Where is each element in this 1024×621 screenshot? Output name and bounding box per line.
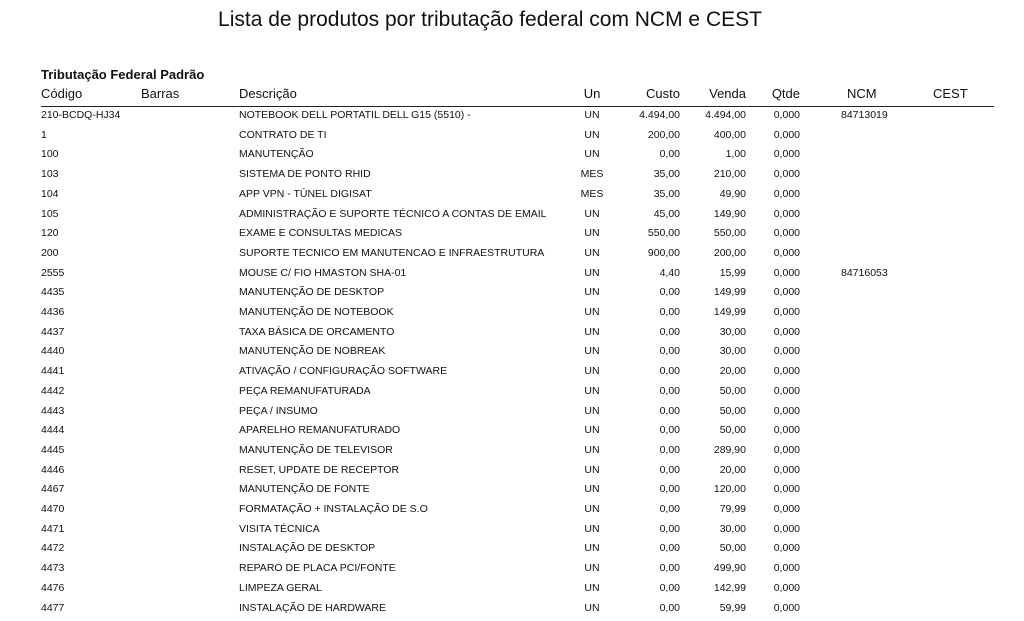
cell-venda: 50,00 — [684, 385, 746, 397]
cell-custo: 0,00 — [620, 345, 680, 357]
table-row — [0, 345, 1024, 365]
cell-custo: 0,00 — [620, 424, 680, 436]
table-row — [0, 306, 1024, 326]
cell-descricao: TAXA BÁSICA DE ORCAMENTO — [239, 326, 394, 338]
cell-un: UN — [572, 109, 612, 121]
cell-custo: 0,00 — [620, 542, 680, 554]
cell-venda: 499,90 — [684, 562, 746, 574]
cell-descricao: MANUTENÇÃO DE TELEVISOR — [239, 444, 393, 456]
cell-qtde: 0,000 — [752, 247, 800, 259]
cell-descricao: ADMINISTRAÇÃO E SUPORTE TÉCNICO A CONTAS DE EMAIL — [239, 208, 546, 220]
cell-qtde: 0,000 — [752, 168, 800, 180]
cell-custo: 0,00 — [620, 464, 680, 476]
section-heading: Tributação Federal Padrão — [41, 67, 204, 82]
cell-descricao: MANUTENÇÃO DE NOBREAK — [239, 345, 385, 357]
table-row — [0, 168, 1024, 188]
cell-qtde: 0,000 — [752, 405, 800, 417]
cell-un: UN — [572, 247, 612, 259]
cell-un: UN — [572, 306, 612, 318]
cell-descricao: INSTALAÇÃO DE HARDWARE — [239, 602, 386, 614]
cell-qtde: 0,000 — [752, 542, 800, 554]
cell-codigo: 210-BCDQ-HJ34 — [41, 109, 120, 121]
cell-qtde: 0,000 — [752, 148, 800, 160]
header-codigo: Código — [41, 86, 82, 101]
cell-custo: 0,00 — [620, 405, 680, 417]
cell-qtde: 0,000 — [752, 503, 800, 515]
cell-codigo: 4436 — [41, 306, 64, 318]
cell-custo: 0,00 — [620, 148, 680, 160]
cell-qtde: 0,000 — [752, 109, 800, 121]
cell-codigo: 100 — [41, 148, 59, 160]
table-row — [0, 562, 1024, 582]
cell-descricao: NOTEBOOK DELL PORTATIL DELL G15 (5510) - — [239, 109, 471, 121]
cell-custo: 0,00 — [620, 385, 680, 397]
cell-codigo: 4442 — [41, 385, 64, 397]
cell-qtde: 0,000 — [752, 345, 800, 357]
cell-qtde: 0,000 — [752, 306, 800, 318]
table-row — [0, 267, 1024, 287]
cell-venda: 200,00 — [684, 247, 746, 259]
table-row — [0, 405, 1024, 425]
table-row — [0, 464, 1024, 484]
cell-qtde: 0,000 — [752, 464, 800, 476]
cell-descricao: REPARO DE PLACA PCI/FONTE — [239, 562, 396, 574]
cell-codigo: 105 — [41, 208, 59, 220]
cell-venda: 149,99 — [684, 286, 746, 298]
cell-qtde: 0,000 — [752, 424, 800, 436]
cell-codigo: 4437 — [41, 326, 64, 338]
header-venda: Venda — [684, 86, 746, 101]
cell-un: UN — [572, 365, 612, 377]
cell-custo: 0,00 — [620, 286, 680, 298]
cell-descricao: MANUTENÇÃO DE FONTE — [239, 483, 370, 495]
cell-codigo: 104 — [41, 188, 59, 200]
cell-custo: 200,00 — [620, 129, 680, 141]
table-row — [0, 326, 1024, 346]
cell-ncm: 84713019 — [841, 109, 888, 121]
table-row — [0, 385, 1024, 405]
table-row — [0, 503, 1024, 523]
header-ncm: NCM — [847, 86, 877, 101]
cell-un: UN — [572, 602, 612, 614]
cell-descricao: ATIVAÇÃO / CONFIGURAÇÃO SOFTWARE — [239, 365, 447, 377]
cell-descricao: MOUSE C/ FIO HMASTON SHA-01 — [239, 267, 406, 279]
cell-un: UN — [572, 562, 612, 574]
cell-qtde: 0,000 — [752, 365, 800, 377]
cell-un: UN — [572, 523, 612, 535]
cell-ncm: 84716053 — [841, 267, 888, 279]
cell-descricao: APARELHO REMANUFATURADO — [239, 424, 400, 436]
cell-qtde: 0,000 — [752, 483, 800, 495]
cell-un: UN — [572, 208, 612, 220]
cell-un: UN — [572, 129, 612, 141]
cell-un: UN — [572, 483, 612, 495]
cell-codigo: 4470 — [41, 503, 64, 515]
cell-qtde: 0,000 — [752, 326, 800, 338]
cell-codigo: 103 — [41, 168, 59, 180]
cell-un: UN — [572, 326, 612, 338]
cell-descricao: FORMATAÇÃO + INSTALAÇÃO DE S.O — [239, 503, 428, 515]
cell-qtde: 0,000 — [752, 227, 800, 239]
cell-un: UN — [572, 385, 612, 397]
cell-qtde: 0,000 — [752, 267, 800, 279]
cell-codigo: 4472 — [41, 542, 64, 554]
cell-descricao: EXAME E CONSULTAS MEDICAS — [239, 227, 402, 239]
cell-venda: 20,00 — [684, 464, 746, 476]
cell-venda: 59,99 — [684, 602, 746, 614]
cell-venda: 289,90 — [684, 444, 746, 456]
cell-custo: 550,00 — [620, 227, 680, 239]
cell-un: UN — [572, 424, 612, 436]
cell-un: UN — [572, 582, 612, 594]
cell-codigo: 4440 — [41, 345, 64, 357]
cell-qtde: 0,000 — [752, 562, 800, 574]
cell-codigo: 4477 — [41, 602, 64, 614]
table-row — [0, 602, 1024, 621]
cell-descricao: MANUTENÇÃO — [239, 148, 314, 160]
cell-descricao: SUPORTE TECNICO EM MANUTENCAO E INFRAESTRUTURA — [239, 247, 544, 259]
cell-qtde: 0,000 — [752, 582, 800, 594]
cell-qtde: 0,000 — [752, 129, 800, 141]
cell-custo: 0,00 — [620, 523, 680, 535]
cell-un: UN — [572, 464, 612, 476]
cell-codigo: 4476 — [41, 582, 64, 594]
cell-descricao: SISTEMA DE PONTO RHID — [239, 168, 371, 180]
cell-venda: 50,00 — [684, 542, 746, 554]
cell-custo: 35,00 — [620, 188, 680, 200]
table-row — [0, 208, 1024, 228]
table-row — [0, 542, 1024, 562]
cell-codigo: 4467 — [41, 483, 64, 495]
cell-codigo: 4443 — [41, 405, 64, 417]
header-cest: CEST — [933, 86, 968, 101]
cell-codigo: 4446 — [41, 464, 64, 476]
cell-custo: 0,00 — [620, 326, 680, 338]
cell-codigo: 4445 — [41, 444, 64, 456]
cell-custo: 0,00 — [620, 483, 680, 495]
table-row — [0, 444, 1024, 464]
report-title: Lista de produtos por tributação federal com NCM e CEST — [0, 8, 980, 32]
cell-qtde: 0,000 — [752, 208, 800, 220]
cell-un: MES — [572, 188, 612, 200]
cell-codigo: 200 — [41, 247, 59, 259]
cell-descricao: CONTRATO DE TI — [239, 129, 327, 141]
cell-venda: 1,00 — [684, 148, 746, 160]
cell-custo: 45,00 — [620, 208, 680, 220]
cell-codigo: 1 — [41, 129, 47, 141]
cell-venda: 550,00 — [684, 227, 746, 239]
cell-custo: 0,00 — [620, 602, 680, 614]
cell-venda: 15,99 — [684, 267, 746, 279]
cell-custo: 0,00 — [620, 444, 680, 456]
cell-un: MES — [572, 168, 612, 180]
cell-venda: 50,00 — [684, 424, 746, 436]
cell-descricao: RESET, UPDATE DE RECEPTOR — [239, 464, 399, 476]
cell-venda: 30,00 — [684, 345, 746, 357]
table-header — [41, 86, 994, 107]
cell-descricao: VISITA TÉCNICA — [239, 523, 320, 535]
table-row — [0, 188, 1024, 208]
table-row — [0, 483, 1024, 503]
cell-qtde: 0,000 — [752, 602, 800, 614]
cell-codigo: 120 — [41, 227, 59, 239]
cell-codigo: 2555 — [41, 267, 64, 279]
cell-codigo: 4441 — [41, 365, 64, 377]
cell-codigo: 4435 — [41, 286, 64, 298]
cell-venda: 49,90 — [684, 188, 746, 200]
header-qtde: Qtde — [752, 86, 800, 101]
cell-un: UN — [572, 286, 612, 298]
table-row — [0, 227, 1024, 247]
table-row — [0, 109, 1024, 129]
table-row — [0, 424, 1024, 444]
cell-descricao: LIMPEZA GERAL — [239, 582, 322, 594]
cell-qtde: 0,000 — [752, 286, 800, 298]
cell-un: UN — [572, 405, 612, 417]
header-custo: Custo — [620, 86, 680, 101]
table-row — [0, 148, 1024, 168]
cell-venda: 4.494,00 — [684, 109, 746, 121]
cell-venda: 50,00 — [684, 405, 746, 417]
cell-un: UN — [572, 444, 612, 456]
table-row — [0, 247, 1024, 267]
cell-descricao: APP VPN - TÚNEL DIGISAT — [239, 188, 372, 200]
cell-custo: 0,00 — [620, 562, 680, 574]
cell-venda: 149,90 — [684, 208, 746, 220]
cell-descricao: INSTALAÇÃO DE DESKTOP — [239, 542, 375, 554]
cell-custo: 35,00 — [620, 168, 680, 180]
cell-custo: 4,40 — [620, 267, 680, 279]
cell-venda: 120,00 — [684, 483, 746, 495]
table-row — [0, 129, 1024, 149]
cell-un: UN — [572, 267, 612, 279]
cell-custo: 0,00 — [620, 582, 680, 594]
cell-descricao: MANUTENÇÃO DE DESKTOP — [239, 286, 384, 298]
cell-custo: 0,00 — [620, 365, 680, 377]
cell-codigo: 4444 — [41, 424, 64, 436]
cell-un: UN — [572, 503, 612, 515]
table-row — [0, 365, 1024, 385]
table-row — [0, 286, 1024, 306]
header-descricao: Descrição — [239, 86, 297, 101]
cell-un: UN — [572, 345, 612, 357]
cell-un: UN — [572, 542, 612, 554]
cell-venda: 20,00 — [684, 365, 746, 377]
cell-venda: 79,99 — [684, 503, 746, 515]
cell-custo: 0,00 — [620, 306, 680, 318]
header-un: Un — [572, 86, 612, 101]
cell-descricao: MANUTENÇÃO DE NOTEBOOK — [239, 306, 394, 318]
cell-venda: 149,99 — [684, 306, 746, 318]
cell-codigo: 4471 — [41, 523, 64, 535]
cell-custo: 4.494,00 — [620, 109, 680, 121]
cell-venda: 400,00 — [684, 129, 746, 141]
header-barras: Barras — [141, 86, 179, 101]
cell-descricao: PEÇA REMANUFATURADA — [239, 385, 371, 397]
cell-qtde: 0,000 — [752, 385, 800, 397]
cell-venda: 30,00 — [684, 326, 746, 338]
cell-codigo: 4473 — [41, 562, 64, 574]
table-row — [0, 523, 1024, 543]
cell-venda: 142,99 — [684, 582, 746, 594]
cell-descricao: PEÇA / INSUMO — [239, 405, 318, 417]
cell-un: UN — [572, 148, 612, 160]
cell-custo: 900,00 — [620, 247, 680, 259]
table-row — [0, 582, 1024, 602]
cell-venda: 30,00 — [684, 523, 746, 535]
cell-qtde: 0,000 — [752, 188, 800, 200]
cell-un: UN — [572, 227, 612, 239]
cell-qtde: 0,000 — [752, 444, 800, 456]
cell-qtde: 0,000 — [752, 523, 800, 535]
cell-venda: 210,00 — [684, 168, 746, 180]
cell-custo: 0,00 — [620, 503, 680, 515]
